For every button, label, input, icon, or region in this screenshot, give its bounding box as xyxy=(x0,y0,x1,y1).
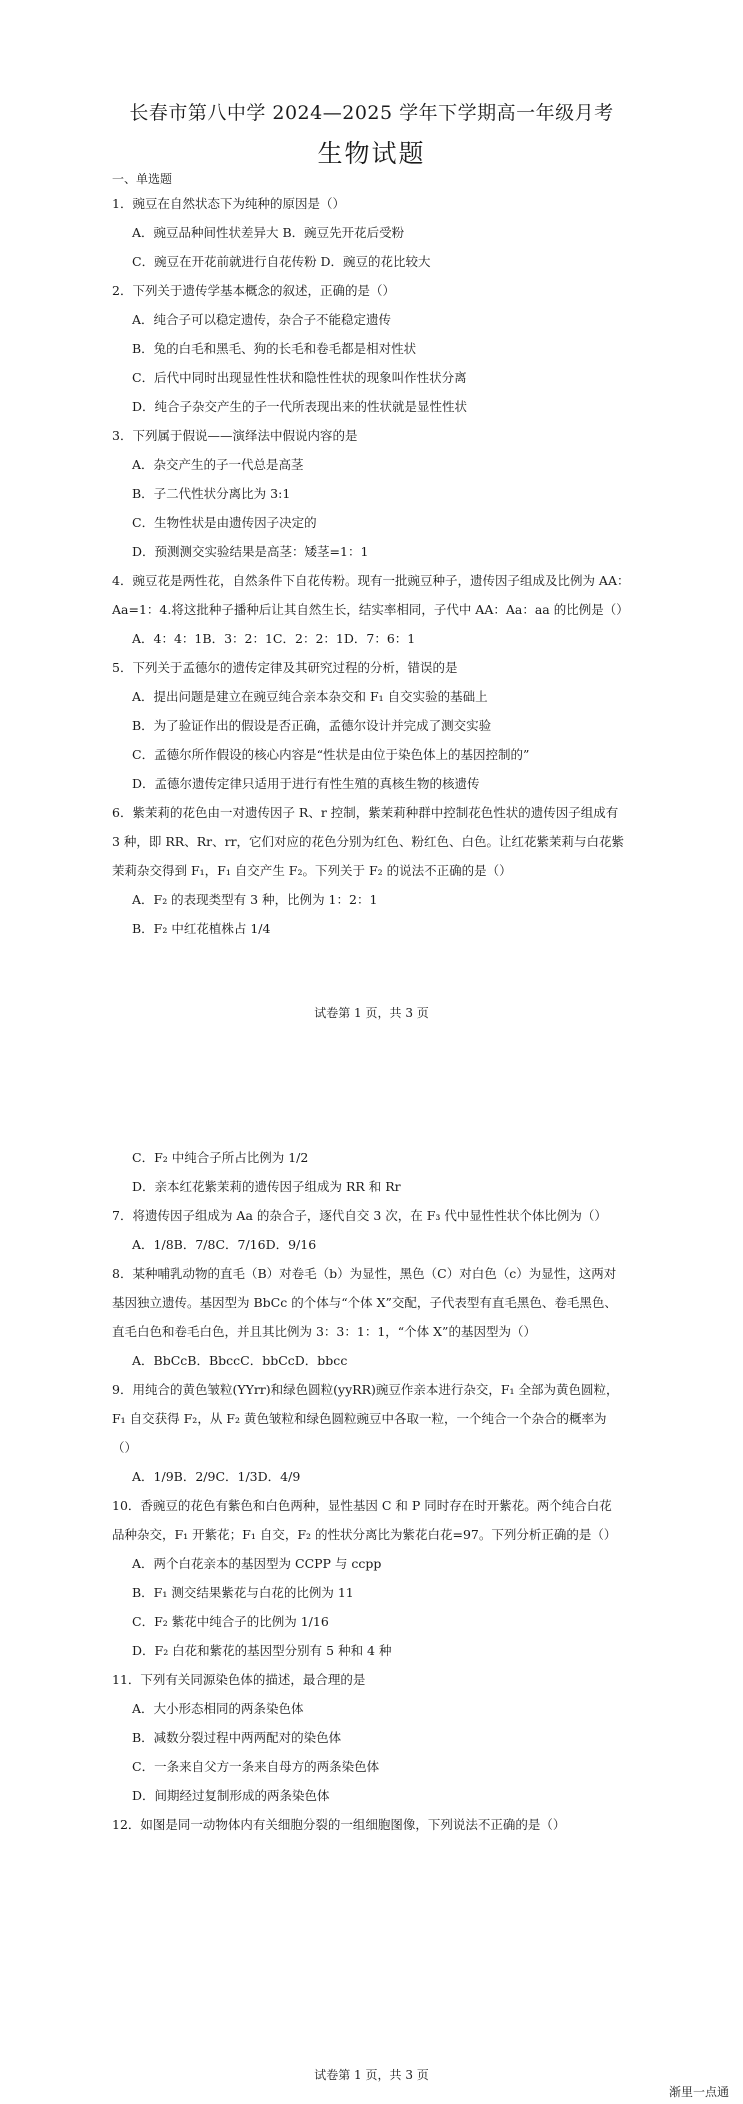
question-4-options: A．4：4：1B．3：2：1C．2：2：1D．7：6：1 xyxy=(132,631,416,646)
question-11-option-b: B．减数分裂过程中两两配对的染色体 xyxy=(132,1730,342,1745)
question-5-option-c: C．孟德尔所作假设的核心内容是“性状是由位于染色体上的基因控制的” xyxy=(132,747,530,762)
question-11-option-c: C．一条来自父方一条来自母方的两条染色体 xyxy=(132,1759,380,1774)
exam-subtitle: 生物试题 xyxy=(317,139,426,168)
question-5-option-b: B．为了验证作出的假设是否正确，孟德尔设计并完成了测交实验 xyxy=(132,718,492,733)
question-3-option-d: D．预测测交实验结果是高茎：矮茎=1：1 xyxy=(132,544,369,559)
question-8-continued-2: 直毛白色和卷毛白色，并且其比例为 3：3：1：1，“个体 X”的基因型为（） xyxy=(112,1324,536,1339)
question-6-continued-1: 3 种，即 RR、Rr、rr，它们对应的花色分别为红色、粉红色、白色。让红花紫茉莉与白花紫 xyxy=(112,834,625,849)
question-11-option-d: D．间期经过复制形成的两条染色体 xyxy=(132,1788,330,1803)
question-1-options-ab: A．豌豆品种间性状差异大 B．豌豆先开花后受粉 xyxy=(132,225,405,240)
question-7: 7．将遗传因子组成为 Aa 的杂合子，逐代自交 3 次，在 F₃ 代中显性性状个体比例为（） xyxy=(112,1208,607,1223)
question-8-options: A．BbCcB．BbccC．bbCcD．bbcc xyxy=(132,1353,348,1368)
question-6-option-b: B．F₂ 中红花植株占 1/4 xyxy=(132,921,271,936)
question-10-option-b: B．F₁ 测交结果紫花与白花的比例为 11 xyxy=(132,1585,354,1600)
question-6-option-d: D．亲本红花紫茉莉的遗传因子组成为 RR 和 Rr xyxy=(132,1179,401,1194)
question-3-option-c: C．生物性状是由遗传因子决定的 xyxy=(132,515,317,530)
question-8: 8．某种哺乳动物的直毛（B）对卷毛（b）为显性，黑色（C）对白色（c）为显性，这两对 xyxy=(112,1266,617,1281)
page-footer: 试卷第 1 页，共 3 页 xyxy=(314,2068,429,2082)
question-12: 12．如图是同一动物体内有关细胞分裂的一组细胞图像，下列说法不正确的是（） xyxy=(112,1817,566,1832)
question-2-option-d: D．纯合子杂交产生的子一代所表现出来的性状就是显性性状 xyxy=(132,399,468,414)
section-heading: 一、单选题 xyxy=(112,172,173,186)
question-2: 2．下列关于遗传学基本概念的叙述，正确的是（） xyxy=(112,283,395,298)
exam-title: 长春市第八中学 2024—2025 学年下学期高一年级月考 xyxy=(129,102,614,124)
question-7-options: A．1/8B．7/8C．7/16D．9/16 xyxy=(132,1237,317,1252)
question-1: 1．豌豆在自然状态下为纯种的原因是（） xyxy=(112,196,345,211)
question-6-option-c: C．F₂ 中纯合子所占比例为 1/2 xyxy=(132,1150,309,1165)
question-9-continued-2: （） xyxy=(112,1440,138,1455)
question-2-option-b: B．兔的白毛和黑毛、狗的长毛和卷毛都是相对性状 xyxy=(132,341,417,356)
question-6-continued-2: 茉莉杂交得到 F₁，F₁ 自交产生 F₂。下列关于 F₂ 的说法不正确的是（） xyxy=(112,863,512,878)
question-2-option-c: C．后代中同时出现显性性状和隐性性状的现象叫作性状分离 xyxy=(132,370,467,385)
question-8-continued-1: 基因独立遗传。基因型为 BbCc 的个体与“个体 X”交配，子代表型有直毛黑色、卷毛黑色、 xyxy=(112,1295,617,1310)
question-4-continued: Aa=1：4.将这批种子播种后让其自然生长，结实率相同，子代中 AA：Aa：aa 的比例是（） xyxy=(112,602,629,617)
question-3: 3．下列属于假说——演绎法中假说内容的是 xyxy=(112,428,358,443)
question-5: 5．下列关于孟德尔的遗传定律及其研究过程的分析，错误的是 xyxy=(112,660,458,675)
exam-page-2 xyxy=(0,1080,743,2104)
question-9: 9．用纯合的黄色皱粒(YYrr)和绿色圆粒(yyRR)豌豆作亲本进行杂交，F₁ 全部为黄色圆粒， xyxy=(112,1382,619,1397)
question-9-continued-1: F₁ 自交获得 F₂，从 F₂ 黄色皱粒和绿色圆粒豌豆中各取一粒，一个纯合一个杂合的概率为 xyxy=(112,1411,607,1426)
question-6-option-a: A．F₂ 的表现类型有 3 种，比例为 1：2：1 xyxy=(132,892,378,907)
question-10-continued: 品种杂交，F₁ 开紫花；F₁ 自交，F₂ 的性状分离比为紫花白花=97。下列分析正确的是（） xyxy=(112,1527,617,1542)
question-10: 10．香豌豆的花色有紫色和白色两种，显性基因 C 和 P 同时存在时开紫花。两个纯合白花 xyxy=(112,1498,612,1513)
question-4: 4．豌豆花是两性花，自然条件下自花传粉。现有一批豌豆种子，遗传因子组成及比例为 AA： xyxy=(112,573,630,588)
watermark: 渐里一点通 xyxy=(668,2085,729,2099)
question-10-option-d: D．F₂ 白花和紫花的基因型分别有 5 种和 4 种 xyxy=(132,1643,392,1658)
question-6: 6．紫茉莉的花色由一对遗传因子 R、r 控制，紫茉莉种群中控制花色性状的遗传因子组成有 xyxy=(112,805,619,820)
page-footer: 试卷第 1 页，共 3 页 xyxy=(314,1006,429,1020)
question-11: 11．下列有关同源染色体的描述，最合理的是 xyxy=(112,1672,366,1687)
question-3-option-b: B．子二代性状分离比为 3:1 xyxy=(132,486,291,501)
question-5-option-d: D．孟德尔遗传定律只适用于进行有性生殖的真核生物的核遗传 xyxy=(132,776,480,791)
question-2-option-a: A．纯合子可以稳定遗传，杂合子不能稳定遗传 xyxy=(132,312,392,327)
question-10-option-c: C．F₂ 紫花中纯合子的比例为 1/16 xyxy=(132,1614,329,1629)
question-9-options: A．1/9B．2/9C．1/3D．4/9 xyxy=(132,1469,301,1484)
question-3-option-a: A．杂交产生的子一代总是高茎 xyxy=(132,457,304,472)
question-10-option-a: A．两个白花亲本的基因型为 CCPP 与 ccpp xyxy=(132,1556,382,1571)
question-11-option-a: A．大小形态相同的两条染色体 xyxy=(132,1701,304,1716)
question-5-option-a: A．提出问题是建立在豌豆纯合亲本杂交和 F₁ 自交实验的基础上 xyxy=(132,689,488,704)
question-1-options-cd: C．豌豆在开花前就进行自花传粉 D．豌豆的花比较大 xyxy=(132,254,431,269)
